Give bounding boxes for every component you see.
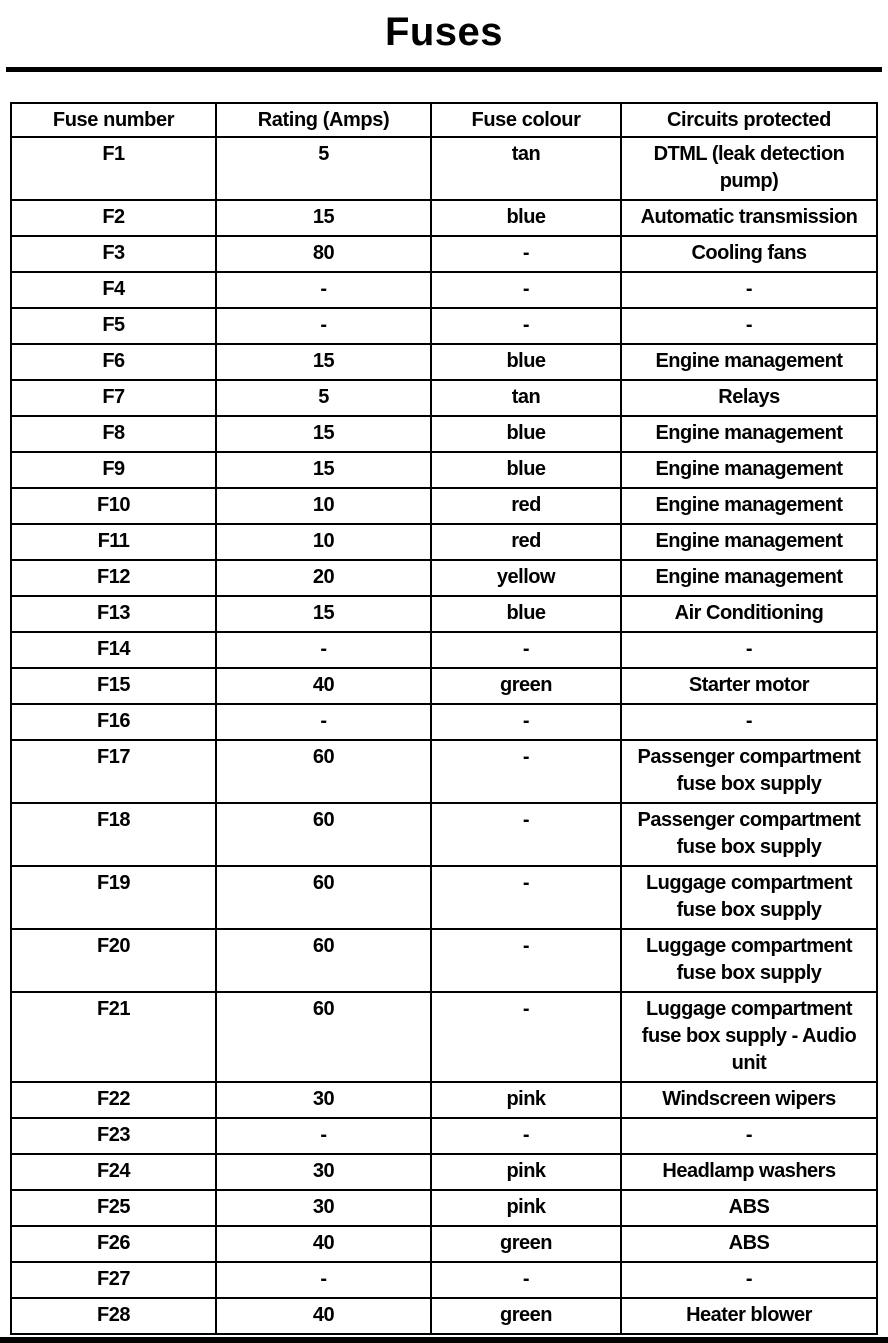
fuse-number-cell: F17 [11,740,216,803]
rating-amps-cell: - [216,272,431,308]
fuse-colour-cell: - [431,704,621,740]
circuits-protected-cell: Passenger compartment fuse box supply [621,740,877,803]
circuits-protected-cell: Starter motor [621,668,877,704]
table-row [11,1154,877,1190]
fuse-colour-cell: blue [431,452,621,488]
rating-amps-cell: 15 [216,596,431,632]
rating-amps-cell: 40 [216,668,431,704]
header-fuse-colour: Fuse colour [431,103,621,137]
fuse-number-cell: F20 [11,929,216,992]
table-row [11,929,877,992]
table-row [11,1118,877,1154]
table-row [11,488,877,524]
fuse-colour-cell: green [431,668,621,704]
table-row [11,992,877,1082]
fuse-colour-cell: pink [431,1082,621,1118]
circuits-protected-cell: - [621,308,877,344]
fuse-colour-cell: blue [431,200,621,236]
header-circuits-protected: Circuits protected [621,103,877,137]
table-row [11,1226,877,1262]
rating-amps-cell: 60 [216,803,431,866]
circuits-protected-cell: - [621,1262,877,1298]
fuse-colour-cell: tan [431,380,621,416]
fuse-number-cell: F7 [11,380,216,416]
fuse-colour-cell: red [431,488,621,524]
fuse-colour-cell: tan [431,137,621,200]
circuits-protected-cell: Headlamp washers [621,1154,877,1190]
table-row [11,1298,877,1334]
rating-amps-cell: 15 [216,344,431,380]
circuits-protected-cell: Engine management [621,344,877,380]
fuse-number-cell: F18 [11,803,216,866]
table-row [11,632,877,668]
table-row [11,866,877,929]
fuse-colour-cell: red [431,524,621,560]
rating-amps-cell: - [216,308,431,344]
circuits-protected-cell: Automatic transmission [621,200,877,236]
circuits-protected-cell: DTML (leak detection pump) [621,137,877,200]
rating-amps-cell: 10 [216,488,431,524]
header-row [11,103,877,137]
fuse-number-cell: F28 [11,1298,216,1334]
header-rating-amps: Rating (Amps) [216,103,431,137]
fuse-number-cell: F6 [11,344,216,380]
circuits-protected-cell: Air Conditioning [621,596,877,632]
fuse-number-cell: F1 [11,137,216,200]
rating-amps-cell: 40 [216,1298,431,1334]
fuse-table-body [11,137,877,1334]
fuse-colour-cell: blue [431,344,621,380]
fuse-number-cell: F14 [11,632,216,668]
circuits-protected-cell: ABS [621,1226,877,1262]
table-row [11,560,877,596]
fuse-colour-cell: - [431,740,621,803]
fuse-number-cell: F19 [11,866,216,929]
table-row [11,803,877,866]
fuse-colour-cell: - [431,1262,621,1298]
fuse-colour-cell: yellow [431,560,621,596]
rating-amps-cell: - [216,704,431,740]
rating-amps-cell: 80 [216,236,431,272]
rating-amps-cell: - [216,1118,431,1154]
fuse-number-cell: F27 [11,1262,216,1298]
table-row [11,452,877,488]
table-row [11,344,877,380]
rating-amps-cell: 60 [216,740,431,803]
header-fuse-number: Fuse number [11,103,216,137]
fuse-number-cell: F23 [11,1118,216,1154]
circuits-protected-cell: Engine management [621,524,877,560]
circuits-protected-cell: Windscreen wipers [621,1082,877,1118]
fuse-number-cell: F15 [11,668,216,704]
circuits-protected-cell: Cooling fans [621,236,877,272]
circuits-protected-cell: ABS [621,1190,877,1226]
circuits-protected-cell: Luggage compartment fuse box supply [621,929,877,992]
circuits-protected-cell: Passenger compartment fuse box supply [621,803,877,866]
table-row [11,1262,877,1298]
fuse-colour-cell: blue [431,416,621,452]
rating-amps-cell: 15 [216,200,431,236]
table-row [11,200,877,236]
fuse-table-header [11,103,877,137]
rating-amps-cell: 30 [216,1154,431,1190]
fuse-number-cell: F21 [11,992,216,1082]
table-row [11,668,877,704]
table-row [11,308,877,344]
rating-amps-cell: 5 [216,380,431,416]
fuse-colour-cell: green [431,1226,621,1262]
rating-amps-cell: 40 [216,1226,431,1262]
circuits-protected-cell: Engine management [621,416,877,452]
circuits-protected-cell: - [621,632,877,668]
fuse-number-cell: F5 [11,308,216,344]
fuse-colour-cell: - [431,1118,621,1154]
page-bottom-rule [0,1337,888,1343]
fuse-number-cell: F12 [11,560,216,596]
circuits-protected-cell: Engine management [621,452,877,488]
fuse-colour-cell: - [431,929,621,992]
rating-amps-cell: 30 [216,1082,431,1118]
fuse-number-cell: F8 [11,416,216,452]
fuse-number-cell: F4 [11,272,216,308]
fuse-number-cell: F2 [11,200,216,236]
page-title: Fuses [384,10,504,54]
table-row [11,704,877,740]
circuits-protected-cell: Relays [621,380,877,416]
table-row [11,740,877,803]
rating-amps-cell: - [216,632,431,668]
fuse-colour-cell: - [431,308,621,344]
title-divider-rule [6,67,882,72]
fuse-colour-cell: - [431,632,621,668]
rating-amps-cell: 15 [216,416,431,452]
fuse-number-cell: F22 [11,1082,216,1118]
table-row [11,1082,877,1118]
circuits-protected-cell: - [621,704,877,740]
circuits-protected-cell: Engine management [621,488,877,524]
rating-amps-cell: 10 [216,524,431,560]
fuse-colour-cell: pink [431,1154,621,1190]
fuse-colour-cell: - [431,803,621,866]
rating-amps-cell: 15 [216,452,431,488]
fuse-number-cell: F13 [11,596,216,632]
fuse-colour-cell: blue [431,596,621,632]
fuse-colour-cell: pink [431,1190,621,1226]
fuse-number-cell: F16 [11,704,216,740]
fuse-colour-cell: - [431,272,621,308]
fuse-colour-cell: - [431,992,621,1082]
fuse-number-cell: F9 [11,452,216,488]
circuits-protected-cell: Luggage compartment fuse box supply - Audio unit [621,992,877,1082]
fuse-number-cell: F24 [11,1154,216,1190]
fuse-number-cell: F25 [11,1190,216,1226]
fuse-number-cell: F26 [11,1226,216,1262]
rating-amps-cell: 5 [216,137,431,200]
table-row [11,596,877,632]
circuits-protected-cell: - [621,272,877,308]
rating-amps-cell: - [216,1262,431,1298]
rating-amps-cell: 60 [216,992,431,1082]
table-row [11,380,877,416]
fuse-number-cell: F11 [11,524,216,560]
table-row [11,272,877,308]
rating-amps-cell: 30 [216,1190,431,1226]
fuse-number-cell: F3 [11,236,216,272]
rating-amps-cell: 60 [216,929,431,992]
fuse-colour-cell: - [431,236,621,272]
rating-amps-cell: 60 [216,866,431,929]
fuse-number-cell: F10 [11,488,216,524]
table-row [11,1190,877,1226]
circuits-protected-cell: Heater blower [621,1298,877,1334]
circuits-protected-cell: Luggage compartment fuse box supply [621,866,877,929]
fuse-colour-cell: - [431,866,621,929]
fuse-table [10,102,878,1335]
table-row [11,416,877,452]
fuse-colour-cell: green [431,1298,621,1334]
circuits-protected-cell: - [621,1118,877,1154]
table-row [11,236,877,272]
rating-amps-cell: 20 [216,560,431,596]
table-row [11,524,877,560]
table-row [11,137,877,200]
circuits-protected-cell: Engine management [621,560,877,596]
